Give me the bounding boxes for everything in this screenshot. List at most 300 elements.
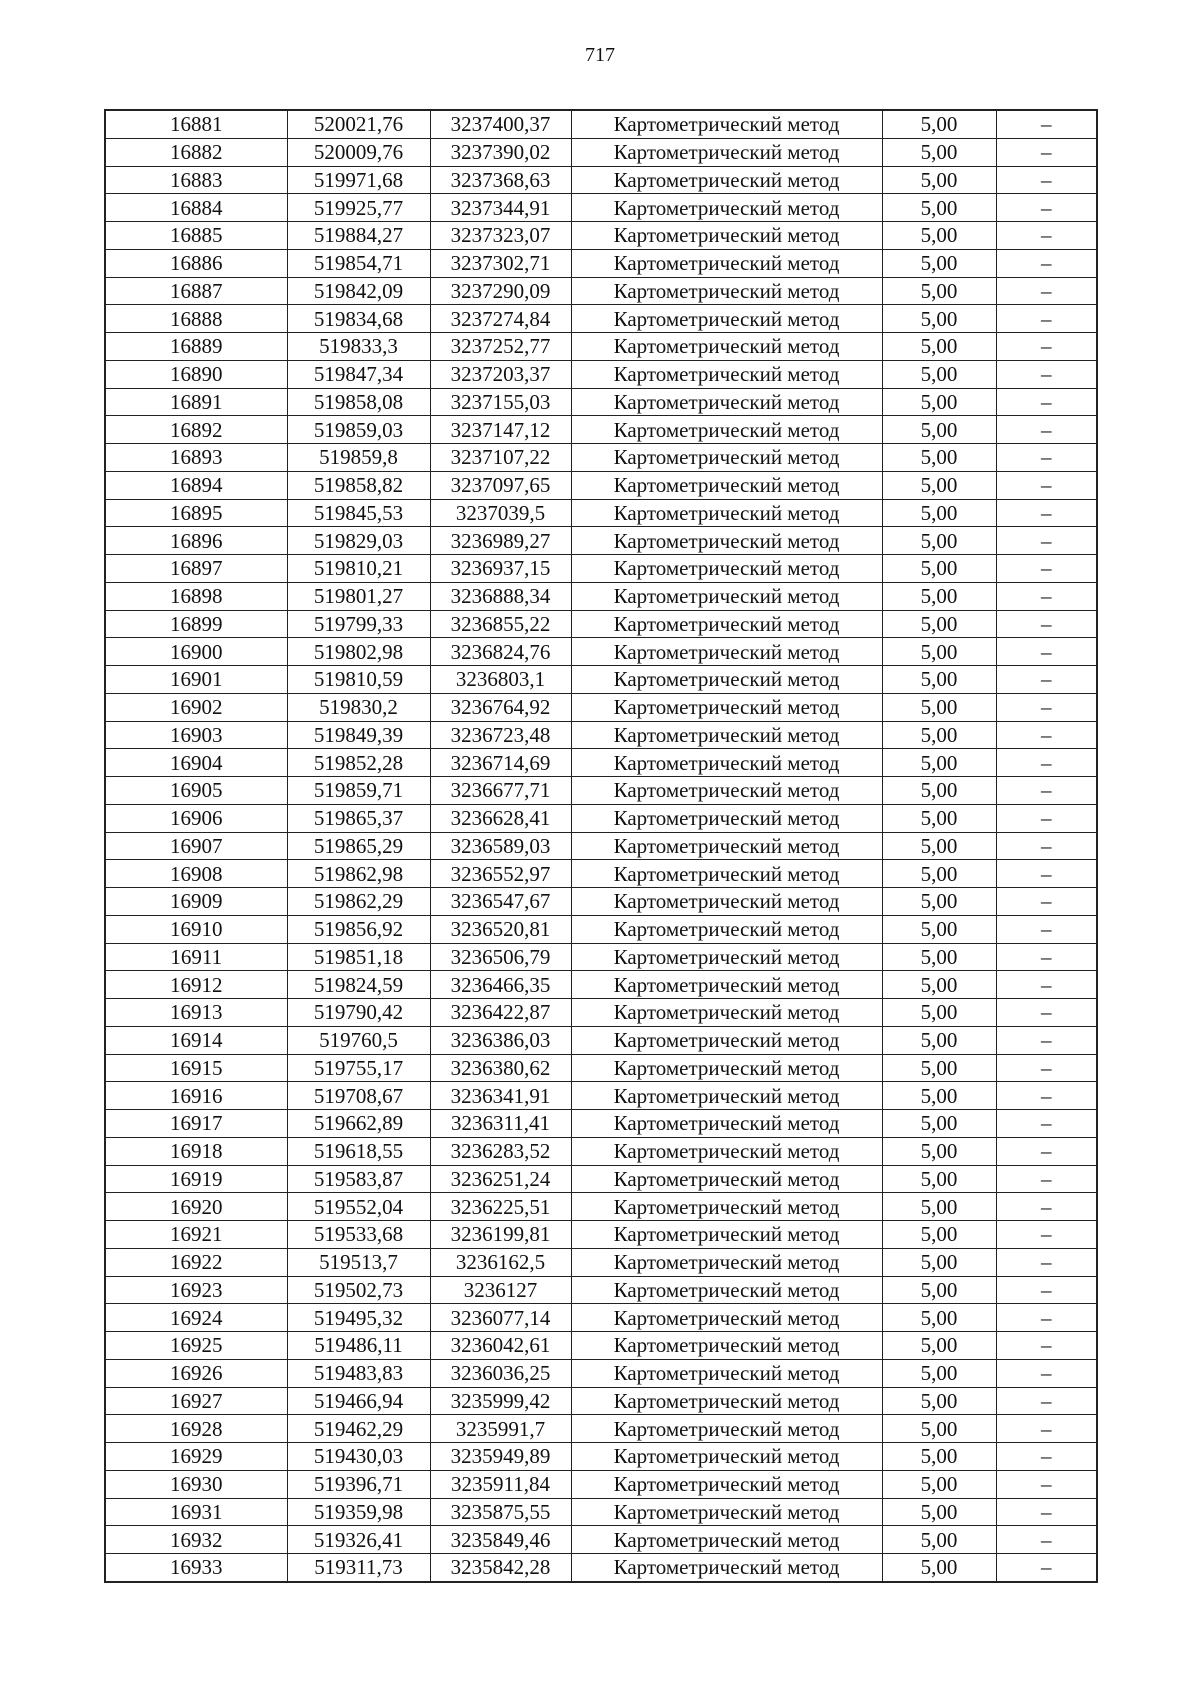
method-cell: Картометрический метод: [571, 1165, 882, 1193]
note-cell: –: [996, 1526, 1097, 1554]
note-cell: –: [996, 610, 1097, 638]
note-cell: –: [996, 277, 1097, 305]
point-number-cell: 16927: [105, 1387, 287, 1415]
table-row: [105, 305, 1097, 333]
x-coordinate-cell: 519662,89: [287, 1110, 430, 1138]
y-coordinate-cell: 3236552,97: [430, 860, 571, 888]
x-coordinate-cell: 519856,92: [287, 915, 430, 943]
x-coordinate-cell: 519859,71: [287, 777, 430, 805]
point-number-cell: 16903: [105, 721, 287, 749]
table-row: [105, 1110, 1097, 1138]
point-number-cell: 16913: [105, 999, 287, 1027]
table-row: [105, 999, 1097, 1027]
accuracy-cell: 5,00: [882, 832, 996, 860]
table-row: [105, 1137, 1097, 1165]
y-coordinate-cell: 3235911,84: [430, 1470, 571, 1498]
x-coordinate-cell: 519583,87: [287, 1165, 430, 1193]
table-row: [105, 721, 1097, 749]
y-coordinate-cell: 3236677,71: [430, 777, 571, 805]
table-row: [105, 388, 1097, 416]
y-coordinate-cell: 3237039,5: [430, 499, 571, 527]
point-number-cell: 16917: [105, 1110, 287, 1138]
y-coordinate-cell: 3235949,89: [430, 1443, 571, 1471]
table-row: [105, 749, 1097, 777]
x-coordinate-cell: 519859,8: [287, 444, 430, 472]
accuracy-cell: 5,00: [882, 1248, 996, 1276]
accuracy-cell: 5,00: [882, 1470, 996, 1498]
note-cell: –: [996, 1026, 1097, 1054]
accuracy-cell: 5,00: [882, 1332, 996, 1360]
accuracy-cell: 5,00: [882, 1026, 996, 1054]
x-coordinate-cell: 519311,73: [287, 1554, 430, 1582]
accuracy-cell: 5,00: [882, 1526, 996, 1554]
accuracy-cell: 5,00: [882, 416, 996, 444]
accuracy-cell: 5,00: [882, 860, 996, 888]
note-cell: –: [996, 860, 1097, 888]
point-number-cell: 16882: [105, 138, 287, 166]
table-row: [105, 277, 1097, 305]
x-coordinate-cell: 519755,17: [287, 1054, 430, 1082]
method-cell: Картометрический метод: [571, 1304, 882, 1332]
method-cell: Картометрический метод: [571, 1443, 882, 1471]
table-row: [105, 1026, 1097, 1054]
note-cell: –: [996, 1359, 1097, 1387]
y-coordinate-cell: 3236937,15: [430, 555, 571, 583]
table-row: [105, 638, 1097, 666]
point-number-cell: 16906: [105, 804, 287, 832]
point-number-cell: 16914: [105, 1026, 287, 1054]
method-cell: Картометрический метод: [571, 693, 882, 721]
note-cell: –: [996, 138, 1097, 166]
method-cell: Картометрический метод: [571, 860, 882, 888]
y-coordinate-cell: 3236311,41: [430, 1110, 571, 1138]
accuracy-cell: 5,00: [882, 333, 996, 361]
table-row: [105, 582, 1097, 610]
point-number-cell: 16891: [105, 388, 287, 416]
point-number-cell: 16911: [105, 943, 287, 971]
y-coordinate-cell: 3237368,63: [430, 166, 571, 194]
note-cell: –: [996, 943, 1097, 971]
accuracy-cell: 5,00: [882, 721, 996, 749]
accuracy-cell: 5,00: [882, 666, 996, 694]
point-number-cell: 16885: [105, 222, 287, 250]
y-coordinate-cell: 3236989,27: [430, 527, 571, 555]
x-coordinate-cell: 519326,41: [287, 1526, 430, 1554]
table-row: [105, 1276, 1097, 1304]
accuracy-cell: 5,00: [882, 1137, 996, 1165]
table-row: [105, 1470, 1097, 1498]
method-cell: Картометрический метод: [571, 1332, 882, 1360]
accuracy-cell: 5,00: [882, 1221, 996, 1249]
table-row: [105, 110, 1097, 138]
accuracy-cell: 5,00: [882, 999, 996, 1027]
accuracy-cell: 5,00: [882, 693, 996, 721]
x-coordinate-cell: 519466,94: [287, 1387, 430, 1415]
y-coordinate-cell: 3236803,1: [430, 666, 571, 694]
note-cell: –: [996, 582, 1097, 610]
y-coordinate-cell: 3237390,02: [430, 138, 571, 166]
point-number-cell: 16919: [105, 1165, 287, 1193]
note-cell: –: [996, 444, 1097, 472]
accuracy-cell: 5,00: [882, 1110, 996, 1138]
y-coordinate-cell: 3235849,46: [430, 1526, 571, 1554]
accuracy-cell: 5,00: [882, 943, 996, 971]
x-coordinate-cell: 519865,37: [287, 804, 430, 832]
point-number-cell: 16920: [105, 1193, 287, 1221]
point-number-cell: 16931: [105, 1498, 287, 1526]
note-cell: –: [996, 1137, 1097, 1165]
table-row: [105, 360, 1097, 388]
y-coordinate-cell: 3236888,34: [430, 582, 571, 610]
x-coordinate-cell: 520021,76: [287, 110, 430, 138]
point-number-cell: 16890: [105, 360, 287, 388]
accuracy-cell: 5,00: [882, 1443, 996, 1471]
y-coordinate-cell: 3236077,14: [430, 1304, 571, 1332]
y-coordinate-cell: 3237302,71: [430, 249, 571, 277]
point-number-cell: 16930: [105, 1470, 287, 1498]
note-cell: –: [996, 194, 1097, 222]
method-cell: Картометрический метод: [571, 166, 882, 194]
note-cell: –: [996, 388, 1097, 416]
note-cell: –: [996, 166, 1097, 194]
note-cell: –: [996, 527, 1097, 555]
method-cell: Картометрический метод: [571, 999, 882, 1027]
note-cell: –: [996, 915, 1097, 943]
x-coordinate-cell: 519849,39: [287, 721, 430, 749]
accuracy-cell: 5,00: [882, 444, 996, 472]
point-number-cell: 16910: [105, 915, 287, 943]
y-coordinate-cell: 3236466,35: [430, 971, 571, 999]
x-coordinate-cell: 519810,59: [287, 666, 430, 694]
note-cell: –: [996, 360, 1097, 388]
y-coordinate-cell: 3237147,12: [430, 416, 571, 444]
point-number-cell: 16902: [105, 693, 287, 721]
y-coordinate-cell: 3236547,67: [430, 888, 571, 916]
y-coordinate-cell: 3236042,61: [430, 1332, 571, 1360]
table-row: [105, 666, 1097, 694]
x-coordinate-cell: 519359,98: [287, 1498, 430, 1526]
accuracy-cell: 5,00: [882, 555, 996, 583]
x-coordinate-cell: 519486,11: [287, 1332, 430, 1360]
x-coordinate-cell: 519865,29: [287, 832, 430, 860]
x-coordinate-cell: 520009,76: [287, 138, 430, 166]
y-coordinate-cell: 3236506,79: [430, 943, 571, 971]
x-coordinate-cell: 519862,98: [287, 860, 430, 888]
note-cell: –: [996, 1470, 1097, 1498]
y-coordinate-cell: 3236714,69: [430, 749, 571, 777]
table-row: [105, 1554, 1097, 1582]
table-row: [105, 416, 1097, 444]
note-cell: –: [996, 721, 1097, 749]
method-cell: Картометрический метод: [571, 1387, 882, 1415]
table-row: [105, 888, 1097, 916]
note-cell: –: [996, 305, 1097, 333]
accuracy-cell: 5,00: [882, 638, 996, 666]
accuracy-cell: 5,00: [882, 749, 996, 777]
method-cell: Картометрический метод: [571, 360, 882, 388]
note-cell: –: [996, 1082, 1097, 1110]
point-number-cell: 16928: [105, 1415, 287, 1443]
table-row: [105, 1526, 1097, 1554]
x-coordinate-cell: 519802,98: [287, 638, 430, 666]
table-row: [105, 138, 1097, 166]
x-coordinate-cell: 519430,03: [287, 1443, 430, 1471]
method-cell: Картометрический метод: [571, 138, 882, 166]
x-coordinate-cell: 519859,03: [287, 416, 430, 444]
point-number-cell: 16908: [105, 860, 287, 888]
y-coordinate-cell: 3237252,77: [430, 333, 571, 361]
method-cell: Картометрический метод: [571, 333, 882, 361]
accuracy-cell: 5,00: [882, 582, 996, 610]
point-number-cell: 16916: [105, 1082, 287, 1110]
method-cell: Картометрический метод: [571, 194, 882, 222]
x-coordinate-cell: 519483,83: [287, 1359, 430, 1387]
x-coordinate-cell: 519396,71: [287, 1470, 430, 1498]
x-coordinate-cell: 519502,73: [287, 1276, 430, 1304]
note-cell: –: [996, 693, 1097, 721]
method-cell: Картометрический метод: [571, 305, 882, 333]
point-number-cell: 16907: [105, 832, 287, 860]
y-coordinate-cell: 3235842,28: [430, 1554, 571, 1582]
x-coordinate-cell: 519513,7: [287, 1248, 430, 1276]
accuracy-cell: 5,00: [882, 1387, 996, 1415]
table-row: [105, 249, 1097, 277]
note-cell: –: [996, 110, 1097, 138]
method-cell: Картометрический метод: [571, 804, 882, 832]
point-number-cell: 16912: [105, 971, 287, 999]
accuracy-cell: 5,00: [882, 888, 996, 916]
table-row: [105, 1332, 1097, 1360]
note-cell: –: [996, 333, 1097, 361]
point-number-cell: 16923: [105, 1276, 287, 1304]
page-number: 717: [585, 44, 615, 66]
note-cell: –: [996, 1165, 1097, 1193]
accuracy-cell: 5,00: [882, 1554, 996, 1582]
table-row: [105, 471, 1097, 499]
y-coordinate-cell: 3236380,62: [430, 1054, 571, 1082]
point-number-cell: 16921: [105, 1221, 287, 1249]
accuracy-cell: 5,00: [882, 110, 996, 138]
note-cell: –: [996, 638, 1097, 666]
note-cell: –: [996, 1415, 1097, 1443]
table-row: [105, 832, 1097, 860]
table-row: [105, 693, 1097, 721]
x-coordinate-cell: 519884,27: [287, 222, 430, 250]
point-number-cell: 16915: [105, 1054, 287, 1082]
table-row: [105, 555, 1097, 583]
method-cell: Картометрический метод: [571, 638, 882, 666]
note-cell: –: [996, 1248, 1097, 1276]
x-coordinate-cell: 519495,32: [287, 1304, 430, 1332]
x-coordinate-cell: 519830,2: [287, 693, 430, 721]
method-cell: Картометрический метод: [571, 1276, 882, 1304]
note-cell: –: [996, 1193, 1097, 1221]
table-row: [105, 915, 1097, 943]
point-number-cell: 16929: [105, 1443, 287, 1471]
note-cell: –: [996, 804, 1097, 832]
note-cell: –: [996, 1387, 1097, 1415]
accuracy-cell: 5,00: [882, 804, 996, 832]
accuracy-cell: 5,00: [882, 194, 996, 222]
method-cell: Картометрический метод: [571, 943, 882, 971]
point-number-cell: 16918: [105, 1137, 287, 1165]
note-cell: –: [996, 971, 1097, 999]
point-number-cell: 16933: [105, 1554, 287, 1582]
note-cell: –: [996, 1221, 1097, 1249]
method-cell: Картометрический метод: [571, 888, 882, 916]
accuracy-cell: 5,00: [882, 1359, 996, 1387]
note-cell: –: [996, 1554, 1097, 1582]
y-coordinate-cell: 3236589,03: [430, 832, 571, 860]
note-cell: –: [996, 1110, 1097, 1138]
note-cell: –: [996, 1332, 1097, 1360]
accuracy-cell: 5,00: [882, 222, 996, 250]
method-cell: Картометрический метод: [571, 832, 882, 860]
method-cell: Картометрический метод: [571, 499, 882, 527]
x-coordinate-cell: 519829,03: [287, 527, 430, 555]
accuracy-cell: 5,00: [882, 1165, 996, 1193]
x-coordinate-cell: 519801,27: [287, 582, 430, 610]
accuracy-cell: 5,00: [882, 1415, 996, 1443]
y-coordinate-cell: 3237203,37: [430, 360, 571, 388]
method-cell: Картометрический метод: [571, 971, 882, 999]
method-cell: Картометрический метод: [571, 582, 882, 610]
x-coordinate-cell: 519760,5: [287, 1026, 430, 1054]
table-row: [105, 222, 1097, 250]
method-cell: Картометрический метод: [571, 721, 882, 749]
y-coordinate-cell: 3236723,48: [430, 721, 571, 749]
y-coordinate-cell: 3236341,91: [430, 1082, 571, 1110]
note-cell: –: [996, 1304, 1097, 1332]
y-coordinate-cell: 3236036,25: [430, 1359, 571, 1387]
accuracy-cell: 5,00: [882, 305, 996, 333]
y-coordinate-cell: 3236251,24: [430, 1165, 571, 1193]
method-cell: Картометрический метод: [571, 1498, 882, 1526]
note-cell: –: [996, 1443, 1097, 1471]
method-cell: Картометрический метод: [571, 1193, 882, 1221]
method-cell: Картометрический метод: [571, 471, 882, 499]
point-number-cell: 16887: [105, 277, 287, 305]
method-cell: Картометрический метод: [571, 1110, 882, 1138]
method-cell: Картометрический метод: [571, 249, 882, 277]
point-number-cell: 16905: [105, 777, 287, 805]
point-number-cell: 16895: [105, 499, 287, 527]
x-coordinate-cell: 519854,71: [287, 249, 430, 277]
table-row: [105, 860, 1097, 888]
accuracy-cell: 5,00: [882, 915, 996, 943]
table-row: [105, 1415, 1097, 1443]
point-number-cell: 16896: [105, 527, 287, 555]
table-row: [105, 527, 1097, 555]
method-cell: Картометрический метод: [571, 277, 882, 305]
point-number-cell: 16922: [105, 1248, 287, 1276]
method-cell: Картометрический метод: [571, 1137, 882, 1165]
method-cell: Картометрический метод: [571, 1221, 882, 1249]
y-coordinate-cell: 3236520,81: [430, 915, 571, 943]
accuracy-cell: 5,00: [882, 527, 996, 555]
x-coordinate-cell: 519618,55: [287, 1137, 430, 1165]
accuracy-cell: 5,00: [882, 360, 996, 388]
y-coordinate-cell: 3237097,65: [430, 471, 571, 499]
point-number-cell: 16901: [105, 666, 287, 694]
y-coordinate-cell: 3237344,91: [430, 194, 571, 222]
y-coordinate-cell: 3236628,41: [430, 804, 571, 832]
accuracy-cell: 5,00: [882, 1304, 996, 1332]
x-coordinate-cell: 519834,68: [287, 305, 430, 333]
method-cell: Картометрический метод: [571, 1554, 882, 1582]
y-coordinate-cell: 3236127: [430, 1276, 571, 1304]
table-row: [105, 1221, 1097, 1249]
note-cell: –: [996, 1276, 1097, 1304]
x-coordinate-cell: 519847,34: [287, 360, 430, 388]
method-cell: Картометрический метод: [571, 1054, 882, 1082]
y-coordinate-cell: 3235999,42: [430, 1387, 571, 1415]
y-coordinate-cell: 3236764,92: [430, 693, 571, 721]
y-coordinate-cell: 3237107,22: [430, 444, 571, 472]
point-number-cell: 16894: [105, 471, 287, 499]
method-cell: Картометрический метод: [571, 555, 882, 583]
table-row: [105, 1304, 1097, 1332]
coordinates-table: [104, 109, 1098, 1583]
point-number-cell: 16893: [105, 444, 287, 472]
note-cell: –: [996, 471, 1097, 499]
y-coordinate-cell: 3236422,87: [430, 999, 571, 1027]
method-cell: Картометрический метод: [571, 222, 882, 250]
y-coordinate-cell: 3237290,09: [430, 277, 571, 305]
accuracy-cell: 5,00: [882, 1276, 996, 1304]
y-coordinate-cell: 3235875,55: [430, 1498, 571, 1526]
note-cell: –: [996, 1054, 1097, 1082]
note-cell: –: [996, 999, 1097, 1027]
x-coordinate-cell: 519790,42: [287, 999, 430, 1027]
point-number-cell: 16884: [105, 194, 287, 222]
accuracy-cell: 5,00: [882, 166, 996, 194]
accuracy-cell: 5,00: [882, 971, 996, 999]
x-coordinate-cell: 519842,09: [287, 277, 430, 305]
note-cell: –: [996, 832, 1097, 860]
point-number-cell: 16883: [105, 166, 287, 194]
x-coordinate-cell: 519845,53: [287, 499, 430, 527]
accuracy-cell: 5,00: [882, 777, 996, 805]
y-coordinate-cell: 3237155,03: [430, 388, 571, 416]
point-number-cell: 16886: [105, 249, 287, 277]
table-row: [105, 499, 1097, 527]
note-cell: –: [996, 499, 1097, 527]
x-coordinate-cell: 519810,21: [287, 555, 430, 583]
x-coordinate-cell: 519851,18: [287, 943, 430, 971]
method-cell: Картометрический метод: [571, 1359, 882, 1387]
note-cell: –: [996, 777, 1097, 805]
x-coordinate-cell: 519799,33: [287, 610, 430, 638]
accuracy-cell: 5,00: [882, 249, 996, 277]
note-cell: –: [996, 416, 1097, 444]
x-coordinate-cell: 519824,59: [287, 971, 430, 999]
table-row: [105, 1359, 1097, 1387]
point-number-cell: 16892: [105, 416, 287, 444]
method-cell: Картометрический метод: [571, 1026, 882, 1054]
table-row: [105, 1498, 1097, 1526]
table-row: [105, 1248, 1097, 1276]
method-cell: Картометрический метод: [571, 388, 882, 416]
accuracy-cell: 5,00: [882, 138, 996, 166]
x-coordinate-cell: 519533,68: [287, 1221, 430, 1249]
table-row: [105, 1165, 1097, 1193]
y-coordinate-cell: 3236855,22: [430, 610, 571, 638]
method-cell: Картометрический метод: [571, 1248, 882, 1276]
x-coordinate-cell: 519852,28: [287, 749, 430, 777]
y-coordinate-cell: 3236824,76: [430, 638, 571, 666]
accuracy-cell: 5,00: [882, 388, 996, 416]
